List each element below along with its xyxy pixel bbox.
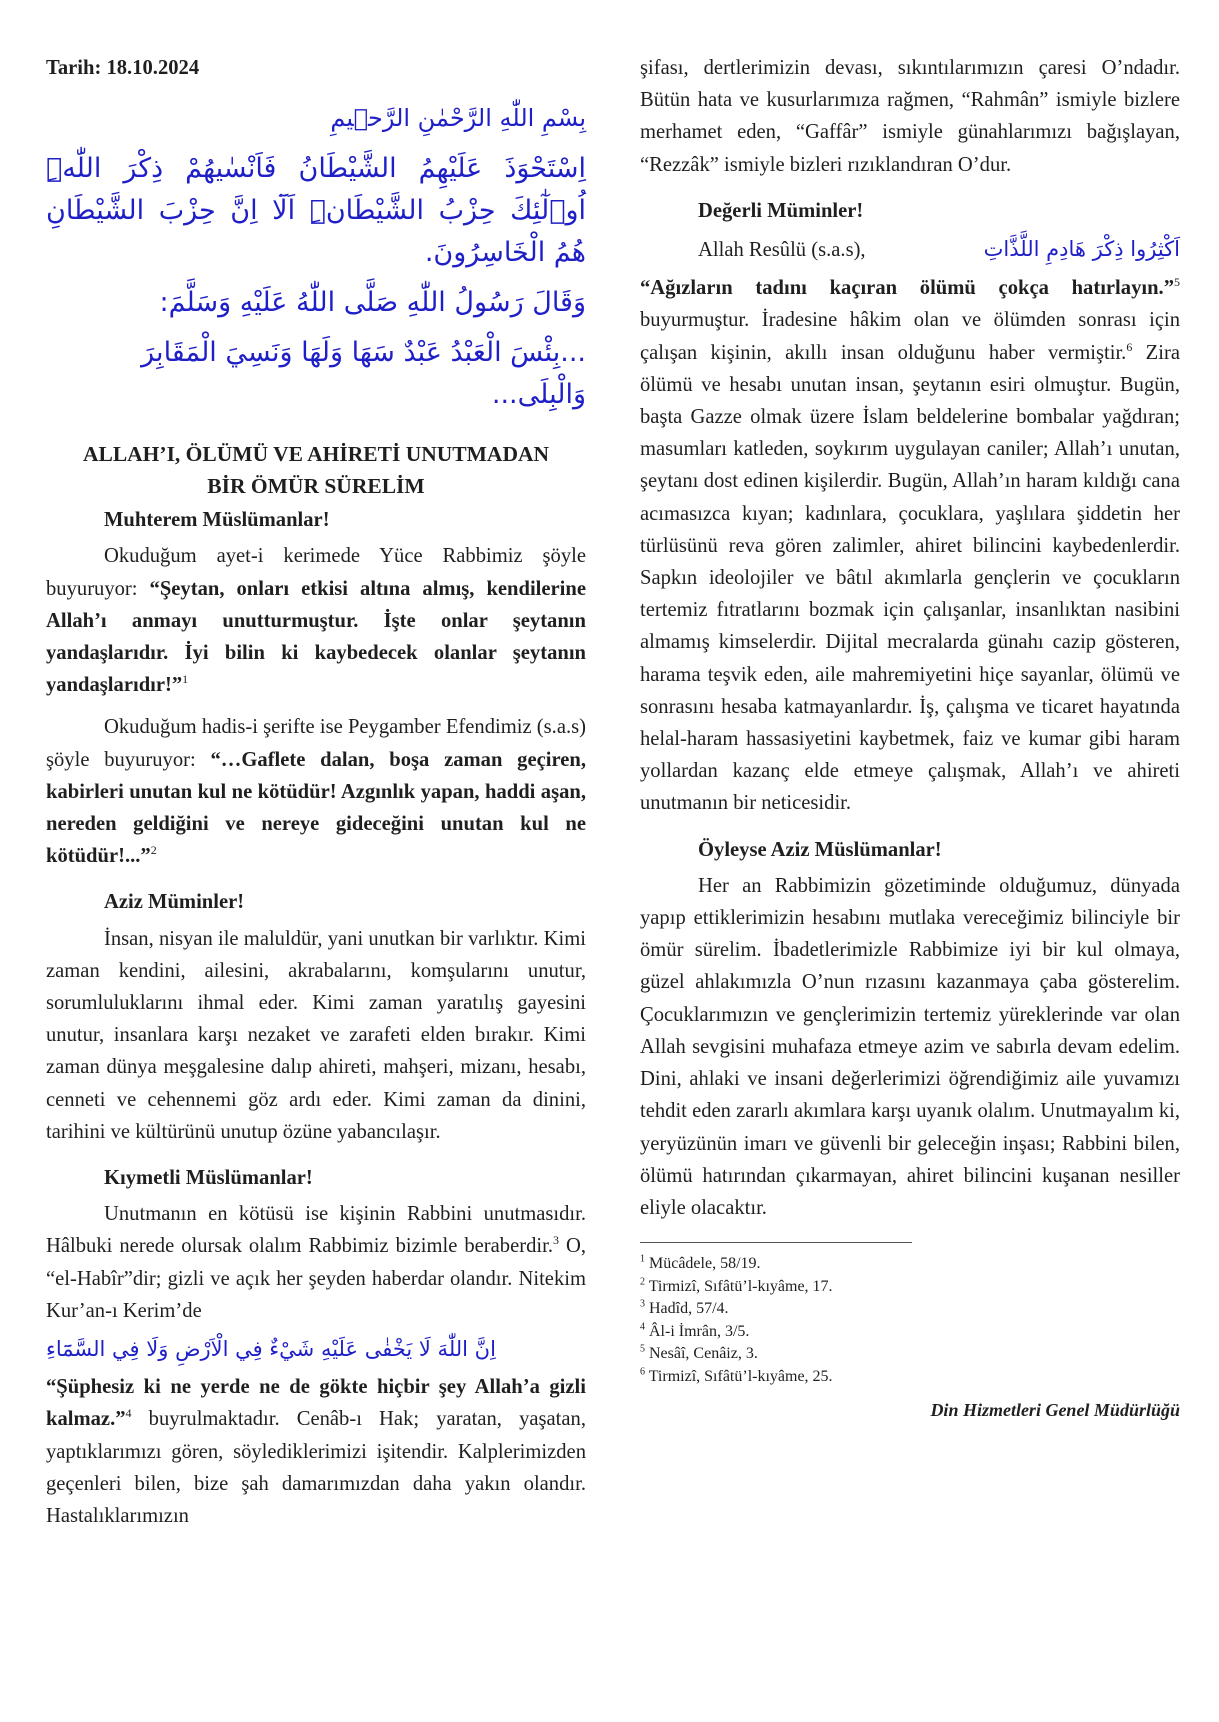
footnote-ref: 2 bbox=[150, 843, 157, 858]
section-heading-degerli: Değerli Müminler! bbox=[698, 199, 864, 222]
footnote-divider bbox=[640, 1242, 912, 1243]
ayet-arabic: اِسْتَحْوَذَ عَلَيْهِمُ الشَّيْطَانُ فَاَنْسٰيهُمْ ذِكْرَ اللّٰهِۜ اُو۬لٰٓئِكَ حِزْبُ الشَّيْطَانِۜ اَلَٓا اِنَّ حِزْبَ الشَّيْطَانِ هُمُ الْخَاسِرُونَ. bbox=[46, 153, 586, 269]
footnote-item: $^3$ Hadîd, 57/4. bbox=[640, 1298, 729, 1318]
paragraph-nisyan: İnsan, nisyan ile maluldür, yani unutkan bir varlıktır. Kimi zaman kendini, ailesini, akrabalarını, komşularını unutur, sorumluluklarını ihmal eder. Kimi zaman yaratılış gayesini unutur, insanlara karşı nezaket ve zarafeti elden bırakır. Kimi zaman dünya meşgalesine dalıp ahireti, mahşeri, mizanı, hesabı, cenneti ve cehennemi göz ardı eder. Kimi zaman da dinini, tarihini ve kültürünü unutup özüne yabancılaşır. bbox=[46, 927, 586, 1143]
section-heading-aziz: Aziz Müminler! bbox=[104, 891, 245, 914]
paragraph-rabbini-unutmak: Unutmanın en kötüsü ise kişinin Rabbini unutmasıdır. Hâlbuki nerede olursak olalım Rabbimiz bizimle beraberdir.$^3$ O, “el-Habîr”dir; gizli ve açık her şeyden haberdar olandır. Nitekim Kur’an-ı Kerim’de bbox=[46, 1203, 586, 1322]
hadis-intro-arabic: وَقَالَ رَسُولُ اللّٰهِ صَلَّى اللّٰهُ عَلَيْهِ وَسَلَّمَ: bbox=[159, 287, 586, 319]
section-heading-kiymetli: Kıymetli Müslümanlar! bbox=[104, 1167, 313, 1190]
paragraph-sonuc: Her an Rabbimizin gözetiminde olduğumuz, dünyada yapıp ettiklerimizin hesabını mutlaka vereceğimiz bilinciyle bir ömür sürelim. İbadetlerimizle Rabbimize iyi bir kul olmaya, güzel ahlakımızla O’nun rızasını kazanmaya çaba gösterelim. Çocuklarımızın ve gençlerimizin tertemiz yüreklerinde var olan Allah sevgisini muhafaza etmeye azim ve sabırla devam edelim. Dini, ahlaki ve insani değerlerimizi öğrendiğimiz aile yuvamızı tehdit eden zararlı akımlara karşı uyanık olalım. Unutmayalım ki, yeryüzünün imarı ve güvenli bir geleceğin inşası; Rabbini bilen, ölümü hatırından çıkarmayan, ahiret bilincini kuşanan nesiller eliyle olacaktır. bbox=[640, 874, 1180, 1219]
right-column bbox=[640, 52, 1180, 1426]
footnotes bbox=[640, 1253, 1180, 1388]
paragraph-hadis-meal: Okuduğum hadis-i şerifte ise Peygamber Efendimiz (s.a.s) şöyle buyuruyor: “…Gaflete dalan, boşa zaman geçiren, kabirleri unutan kul ne kötüdür! Azgınlık yapan, haddi aşan, nereden geldiğini ve nereye gideceğini unutan kul ne kötüdür!...”$^2$ bbox=[46, 716, 586, 868]
footnote-ref: 5 bbox=[1174, 275, 1180, 290]
verse-meal-bold: “Şüphesiz ki ne yerde ne de gökte hiçbir şey Allah’a gizli kalmaz.” bbox=[46, 1376, 586, 1431]
footnote-ref: 3 bbox=[552, 1233, 559, 1248]
paragraph-habir: “Şüphesiz ki ne yerde ne de gökte hiçbir şey Allah’a gizli kalmaz.”$^4$ buyrulmaktadır. Cenâb-ı Hak; yaratan, yaşatan, yaptıklarımızı gören, söylediklerimizi işitendir. Kalplerimizden geçenleri bilen, bize şah damarımızdan daha yakın olandır. Hastalıklarımızın bbox=[46, 1376, 586, 1528]
title-line-2: BİR ÖMÜR SÜRELİM bbox=[207, 474, 425, 499]
hadis-arabic-inline: اَكْثِرُوا ذِكْرَ هَادِمِ اللَّذَّاتِ bbox=[983, 237, 1180, 262]
paragraph-ayet-meal: Okuduğum ayet-i kerimede Yüce Rabbimiz şöyle buyuruyor: “Şeytan, onları etkisi altına almış, kendilerine Allah’ı anmayı unutturmuştur. İşte onlar şeytanın yandaşlarıdır. İyi bilin ki kaybedecek olanlar şeytanın yandaşlarıdır!”$^1$ bbox=[46, 545, 586, 697]
footnote-ref: 1 bbox=[182, 672, 189, 687]
left-column bbox=[46, 52, 586, 1532]
ayet-meal-bold: “Şeytan, onları etkisi altına almış, kendilerine Allah’ı anmayı unutturmuştur. İşte onlar şeytanın yandaşlarıdır. İyi bilin ki kaybedecek olanlar şeytanın yandaşlarıdır!” bbox=[46, 577, 586, 697]
verse-arabic-inline: اِنَّ اللّٰهَ لَا يَخْفٰى عَلَيْهِ شَيْءٌ فِي الْاَرْضِ وَلَا فِي السَّمَٓاءِ bbox=[46, 1337, 496, 1362]
paragraph-olum: “Ağızların tadını kaçıran ölümü çokça hatırlayın.”$^5$ buyurmuştur. İradesine hâkim olan ve ölümden sonrası için çalışan kişinin, akıllı insan olduğunu haber vermiştir.$^6$ Zira ölümü ve hesabı unutan insan, şeytanın esiri olmuştur. Bugün, başta Gazze olmak üzere İslam beldelerine bombalar yağdıran; masumları katleden, soykırım uygulayan caniler; Allah’ı unutan, şeytanı dost edinen kişilerdir. Bugün, Allah’ın haram kıldığı cana acımasızca kıyan; kadınlara, çocuklara, yaşlılara şiddetin her türlüsünü reva gören zalimler, ahiret bilincini kaybedenlerdir. Sapkın ideolojiler ve bâtıl akımlarla gençlerin ve çocukların tertemiz fıtratlarını bozmak için çalışanlar, insanlıktan nasibini almamış kimselerdir. Dijital mecralarda günahı cazip gösteren, harama teşvik eden, aile mahremiyetini hiçe sayanlar, ölümü ve sonrasını hesaba katmayanlardır. İş, çalışma ve ticaret hayatında helal-haram hassasiyetini kaybetmek, faiz ve kumar gibi haram yollardan kazanç elde etmeye çalışmak, Allah’ı ve ahireti unutmanın bir neticesidir. bbox=[640, 275, 1180, 815]
hadis-meal-bold: “…Gaflete dalan, boşa zaman geçiren, kabirleri unutan kul ne kötüdür! Azgınlık yapan, haddi aşan, nereden geldiğini ve nereye gideceğini unutan kul ne kötüdür!...” bbox=[46, 748, 586, 868]
footnote-item: $^4$ Âl-i İmrân, 3/5. bbox=[640, 1321, 750, 1340]
title-line-1: ALLAH’I, ÖLÜMÜ VE AHİRETİ UNUTMADAN bbox=[82, 442, 550, 467]
section-heading-oyleyse: Öyleyse Aziz Müslümanlar! bbox=[698, 838, 942, 861]
signature: Din Hizmetleri Genel Müdürlüğü bbox=[930, 1400, 1180, 1421]
footnote-item: $^2$ Tirmizî, Sıfâtü’l-kıyâme, 17. bbox=[640, 1276, 833, 1295]
hadis-arabic: ...بِئْسَ الْعَبْدُ عَبْدٌ سَهَا وَلَهَا وَنَسِيَ الْمَقَابِرَ وَالْبِلَى... bbox=[141, 337, 586, 411]
verse-line bbox=[46, 1333, 586, 1365]
footnote-ref: 4 bbox=[125, 1406, 132, 1421]
footnote-ref: 6 bbox=[1126, 339, 1133, 354]
hadis-line bbox=[640, 233, 1180, 266]
sermon-title bbox=[46, 438, 586, 502]
hadis-meal-bold: “Ağızların tadını kaçıran ölümü çokça hatırlayın.” bbox=[640, 277, 1174, 300]
footnote-item: $^1$ Mücâdele, 58/19. bbox=[640, 1253, 761, 1273]
allah-resulu-text: Allah Resûlü (s.a.s), bbox=[698, 239, 866, 262]
footnote-item: $^5$ Nesâî, Cenâiz, 3. bbox=[640, 1343, 758, 1363]
paragraph-continuation: şifası, dertlerimizin devası, sıkıntılarımızın çaresi O’ndadır. Bütün hata ve kusurlarımıza rağmen, “Rahmân” ismiyle bizlere merhamet eden, “Gaffâr” ismiyle günahlarımızı bağışlayan, “Rezzâk” ismiyle bizleri rızıklandıran O’dur. bbox=[640, 57, 1180, 176]
footnote-item: $^6$ Tirmizî, Sıfâtü’l-kıyâme, 25. bbox=[640, 1366, 833, 1385]
besmele-calligraphy: بِسْمِ اللّٰهِ الرَّحْمٰنِ الرَّح۪يمِ bbox=[330, 104, 586, 133]
date-line: Tarih: 18.10.2024 bbox=[46, 57, 200, 79]
section-heading-muhterem: Muhterem Müslümanlar! bbox=[104, 509, 330, 532]
